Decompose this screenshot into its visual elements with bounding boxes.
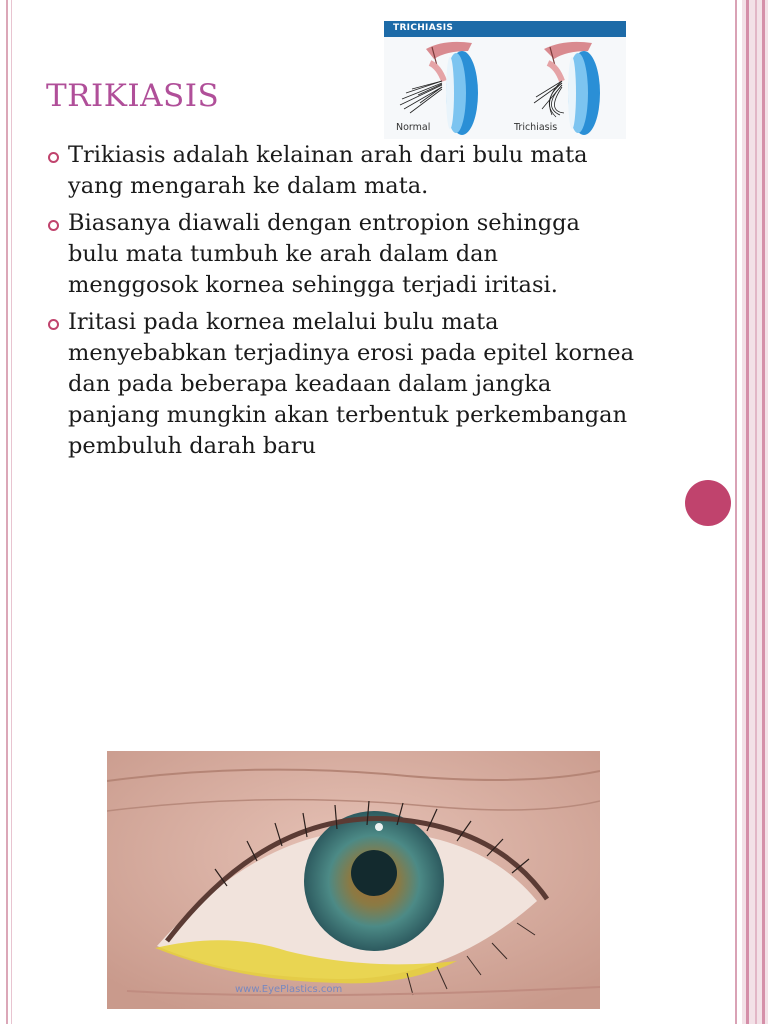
bullet-item [46,208,676,301]
frame-right-line [762,0,765,1024]
label-trichiasis: Trichiasis [514,122,558,133]
photo-watermark: www.EyePlastics.com [235,984,343,995]
frame-right-line [746,0,749,1024]
bullet-list [46,140,676,468]
bullet-circle-icon [48,152,59,163]
bullet-item [46,140,676,202]
diagram-title: TRICHIASIS [393,23,454,33]
eye-photo [107,751,600,1009]
frame-left-outer [6,0,8,1024]
frame-right-line [755,0,757,1024]
bullet-text: Iritasi pada kornea melalui bulu mata menyebabkan terjadinya erosi pada epitel kornea dan pada beberapa keadaan dalam jangka panjang mungkin akan terbentuk perkembangan pembuluh darah baru [68,309,635,459]
bullet-circle-icon [48,319,59,330]
frame-left-inner [11,0,12,1024]
slide-title: TRIKIASIS [46,78,220,114]
trichiasis-diagram [384,21,626,139]
decorative-circle [685,480,731,526]
bullet-text: Biasanya diawali dengan entropion sehingga bulu mata tumbuh ke arah dalam dan menggosok kornea sehingga terjadi iritasi. [68,210,580,298]
bullet-item [46,307,676,462]
frame-right-line [735,0,737,1024]
label-normal: Normal [396,122,431,133]
eye-photo-drawing [107,751,600,1009]
bullet-circle-icon [48,220,59,231]
bullet-text: Trikiasis adalah kelainan arah dari bulu mata yang mengarah ke dalam mata. [68,142,588,199]
